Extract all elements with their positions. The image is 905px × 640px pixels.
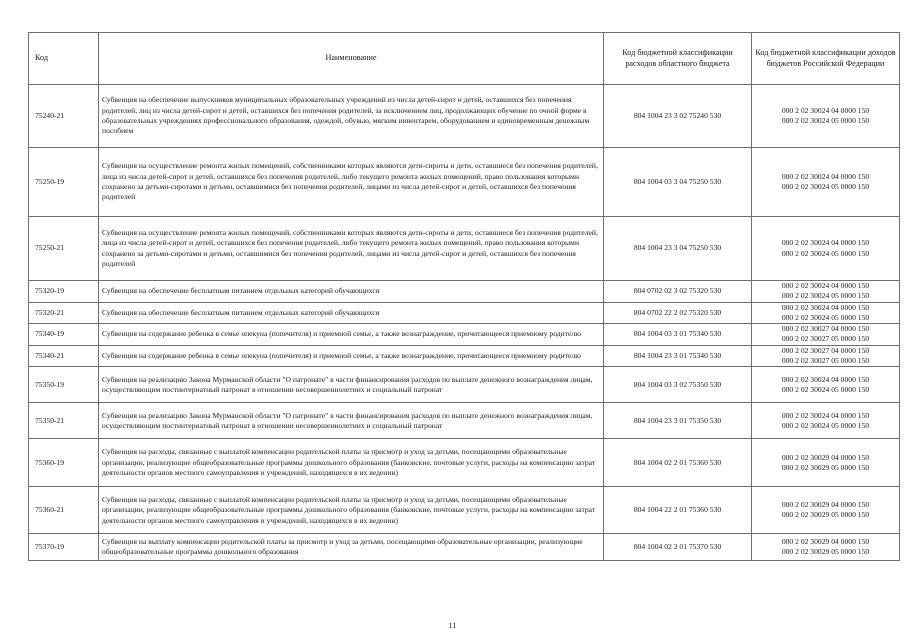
row-code: 75360-19 <box>29 439 99 487</box>
row-expense-code: 804 1004 03 3 01 75340 530 <box>604 324 752 346</box>
income-code: 000 2 02 30029 04 0000 150 <box>781 537 870 547</box>
income-code: 000 2 02 30024 05 0000 150 <box>781 420 870 430</box>
row-name: Субвенция на осуществление ремонта жилых помещений, собственниками которых являются дети-сироты и дети, оставшиеся без попечения родителей, лица из числа детей-сирот и детей, оставшихся без попечения родителей, либо текущего ремонта жилых помещений, право пользования которыми сохранено за детьми-сиротами и детьми, оставшимися без попечения родителей, лицами из числа детей-сирот и детей, оставшихся без попечения родителей <box>99 217 604 281</box>
header-row <box>29 33 900 85</box>
header-name: Наименование <box>99 33 604 85</box>
income-code: 000 2 02 30027 05 0000 150 <box>781 334 870 344</box>
table-row <box>29 439 900 487</box>
header-expense-code: Код бюджетной классификации расходов областного бюджета <box>604 33 752 85</box>
budget-classification-table <box>28 32 900 561</box>
row-code: 75350-19 <box>29 367 99 403</box>
table-row <box>29 345 900 367</box>
table-row <box>29 281 900 303</box>
income-code: 000 2 02 30024 05 0000 150 <box>781 182 870 191</box>
table-row <box>29 403 900 439</box>
table-row <box>29 148 900 217</box>
row-code: 75320-19 <box>29 281 99 303</box>
income-code: 000 2 02 30027 05 0000 150 <box>781 356 870 366</box>
row-expense-code: 804 1004 22 2 01 75360 530 <box>604 487 752 534</box>
table-row <box>29 85 900 148</box>
row-income-codes <box>752 148 900 217</box>
row-code: 75360-21 <box>29 487 99 534</box>
income-code: 000 2 02 30024 04 0000 150 <box>781 238 870 248</box>
income-code: 000 2 02 30024 04 0000 150 <box>781 410 870 420</box>
income-code: 000 2 02 30024 05 0000 150 <box>781 116 870 125</box>
row-name: Субвенция на содержание ребенка в семье опекуна (попечителя) и приемной семье, а также вознаграждение, причитающееся приемному родителю <box>99 324 604 346</box>
row-income-codes <box>752 534 900 561</box>
row-code: 75250-21 <box>29 217 99 281</box>
table-row <box>29 487 900 534</box>
row-name: Субвенция на выплату компенсации родительской платы за присмотр и уход за детьми, посещающими образовательные организации, реализующие общеобразовательные программы дошкольного образования <box>99 534 604 561</box>
income-code: 000 2 02 30024 04 0000 150 <box>781 281 870 290</box>
row-income-codes <box>752 367 900 403</box>
row-code: 75340-19 <box>29 324 99 346</box>
row-income-codes <box>752 217 900 281</box>
income-code: 000 2 02 30024 05 0000 150 <box>781 384 870 394</box>
header-income-code: Код бюджетной классификации доходов бюджетов Российской Федерации <box>752 33 900 85</box>
income-code: 000 2 02 30029 04 0000 150 <box>781 452 870 462</box>
income-code: 000 2 02 30024 04 0000 150 <box>781 171 870 181</box>
row-name: Субвенция на обеспечение выпускников муниципальных образовательных учреждений из числа детей-сирот и детей, оставшихся без попечения родителей, лиц из числа детей-сирот и детей, оставшихся без попечения родителей, за исключением лиц, продолжающих обучение по очной форме в образовательных учреждениях профессионального образования, одеждой, обувью, мягким инвентарем, оборудованием и единовременным денежным пособием <box>99 85 604 148</box>
table-row <box>29 534 900 561</box>
row-name: Субвенция на реализацию Закона Мурманской области "О патронате" в части финансирования расходов по выплате денежного вознаграждения лицам, осуществляющим постинтернатный патронат в отношении несовершеннолетних и социальный патронат <box>99 367 604 403</box>
table-row <box>29 217 900 281</box>
row-code: 75370-19 <box>29 534 99 561</box>
row-name: Субвенция на содержание ребенка в семье опекуна (попечителя) и приемной семье, а также вознаграждение, причитающееся приемному родителю <box>99 345 604 367</box>
table-row <box>29 302 900 324</box>
table-row <box>29 324 900 346</box>
row-income-codes <box>752 85 900 148</box>
row-code: 75240-21 <box>29 85 99 148</box>
row-expense-code: 804 1004 03 3 04 75250 530 <box>604 148 752 217</box>
income-code: 000 2 02 30027 04 0000 150 <box>781 324 870 334</box>
row-expense-code: 804 1004 03 3 02 75350 530 <box>604 367 752 403</box>
income-code: 000 2 02 30024 05 0000 150 <box>781 291 870 301</box>
table-row <box>29 367 900 403</box>
income-code: 000 2 02 30024 04 0000 150 <box>781 105 870 115</box>
row-code: 75250-19 <box>29 148 99 217</box>
row-expense-code: 804 0702 22 2 02 75320 530 <box>604 302 752 324</box>
row-code: 75350-21 <box>29 403 99 439</box>
income-code: 000 2 02 30029 04 0000 150 <box>781 500 870 510</box>
row-income-codes <box>752 487 900 534</box>
document-page <box>28 32 899 561</box>
row-income-codes <box>752 345 900 367</box>
row-name: Субвенция на реализацию Закона Мурманской области "О патронате" в части финансирования расходов по выплате денежного вознаграждения лицам, осуществляющим постинтернатный патронат в отношении несовершеннолетних и социальный патронат <box>99 403 604 439</box>
table-body <box>29 85 900 561</box>
row-name: Субвенция на расходы, связанные с выплатой компенсации родительской платы за присмотр и уход за детьми, посещающими образовательные организации, реализующие общеобразовательные программы дошкольного образования (банковские, почтовые услуги, расходы на компенсацию затрат деятельности органов местного самоуправления и учреждений, находящихся в их ведении) <box>99 439 604 487</box>
row-income-codes <box>752 324 900 346</box>
row-expense-code: 804 1004 23 3 04 75250 530 <box>604 217 752 281</box>
row-code: 75320-21 <box>29 302 99 324</box>
row-income-codes <box>752 403 900 439</box>
income-code: 000 2 02 30029 05 0000 150 <box>781 510 870 520</box>
row-expense-code: 804 1004 23 3 02 75240 530 <box>604 85 752 148</box>
row-expense-code: 804 1004 02 2 01 75370 530 <box>604 534 752 561</box>
income-code: 000 2 02 30024 04 0000 150 <box>781 302 870 312</box>
row-code: 75340-21 <box>29 345 99 367</box>
row-name: Субвенция на обеспечение бесплатным питанием отдельных категорий обучающихся <box>99 281 604 303</box>
income-code: 000 2 02 30027 04 0000 150 <box>781 345 870 355</box>
row-expense-code: 804 1004 02 2 01 75360 530 <box>604 439 752 487</box>
income-code: 000 2 02 30029 05 0000 150 <box>781 547 870 557</box>
row-name: Субвенция на осуществление ремонта жилых помещений, собственниками которых являются дети-сироты и дети, оставшиеся без попечения родителей, лица из числа детей-сирот и детей, оставшихся без попечения родителей, либо текущего ремонта жилых помещений, право пользования которыми сохранено за детьми-сиротами и детьми, оставшимися без попечения родителей, лицами из числа детей-сирот и детей, оставшихся без попечения родителей <box>99 148 604 217</box>
page-number: 11 <box>448 621 457 630</box>
row-name: Субвенция на расходы, связанные с выплатой компенсации родительской платы за присмотр и уход за детьми, посещающими образовательные организации, реализующие общеобразовательные программы дошкольного образования (банковские, почтовые услуги, расходы на компенсацию затрат деятельности органов местного самоуправления и учреждений, находящихся в их ведении) <box>99 487 604 534</box>
row-income-codes <box>752 439 900 487</box>
income-code: 000 2 02 30029 05 0000 150 <box>781 462 870 472</box>
header-code: Код <box>29 33 99 85</box>
row-income-codes <box>752 302 900 324</box>
income-code: 000 2 02 30024 05 0000 150 <box>781 312 870 322</box>
row-income-codes <box>752 281 900 303</box>
row-name: Субвенция на обеспечение бесплатным питанием отдельных категорий обучающихся <box>99 302 604 324</box>
row-expense-code: 804 1004 23 3 01 75340 530 <box>604 345 752 367</box>
row-expense-code: 804 0702 02 3 02 75320 530 <box>604 281 752 303</box>
income-code: 000 2 02 30024 04 0000 150 <box>781 374 870 384</box>
income-code: 000 2 02 30024 05 0000 150 <box>781 248 870 258</box>
row-expense-code: 804 1004 23 3 01 75350 530 <box>604 403 752 439</box>
table-header <box>29 33 900 85</box>
